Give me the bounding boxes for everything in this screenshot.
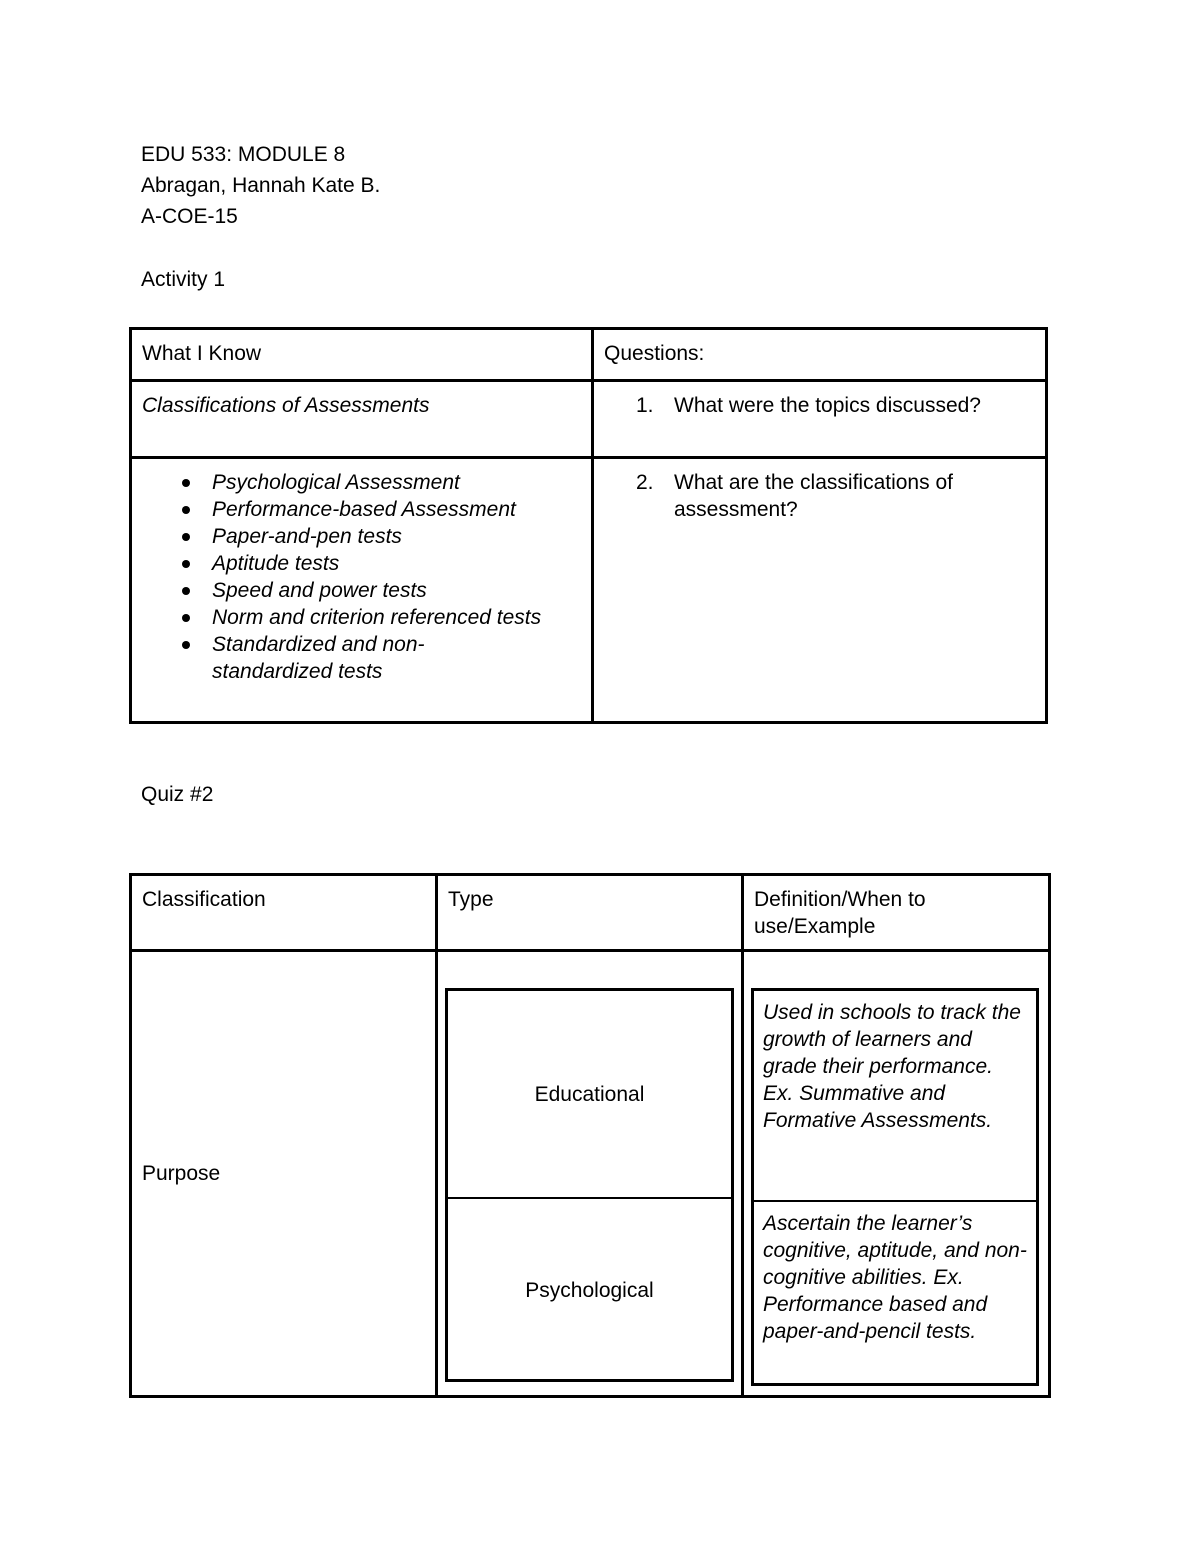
activity-heading: Activity 1 — [141, 268, 226, 291]
header-type: Type — [437, 875, 743, 951]
classification-list — [142, 469, 581, 685]
question-item — [604, 392, 1035, 419]
list-item: Speed and power tests — [212, 577, 581, 604]
course-title: EDU 533: MODULE 8 — [141, 143, 346, 166]
activity-table — [129, 327, 1048, 724]
definition-educational: Used in schools to track the growth of learners and grade their performance. Ex. Summative and Formative Assessments. — [754, 991, 1036, 1202]
type-cell — [437, 951, 743, 1397]
question-cell — [593, 381, 1047, 458]
question-cell — [593, 458, 1047, 723]
quiz-table — [129, 873, 1051, 1398]
header-questions: Questions: — [593, 329, 1047, 381]
question-text: What were the topics discussed? — [674, 394, 981, 417]
table-row — [131, 329, 1047, 381]
header-definition: Definition/When to use/Example — [743, 875, 1050, 951]
list-item: Standardized and non-standardized tests — [212, 631, 482, 685]
topic-cell: Classifications of Assessments — [131, 381, 593, 458]
header-classification: Classification — [131, 875, 437, 951]
list-item: Aptitude tests — [212, 550, 581, 577]
section-code: A-COE-15 — [141, 205, 238, 228]
header-what-i-know: What I Know — [131, 329, 593, 381]
table-row — [131, 951, 1050, 1397]
bullets-cell — [131, 458, 593, 723]
question-text: What are the classifications of assessment? — [674, 471, 953, 521]
definition-cell — [743, 951, 1050, 1397]
definition-psychological: Ascertain the learner’s cognitive, aptitude, and non-cognitive abilities. Ex. Performance based and paper-and-pencil tests. — [763, 1212, 1027, 1343]
list-item: Psychological Assessment — [212, 469, 581, 496]
question-number: 1. — [636, 394, 654, 417]
table-row — [131, 381, 1047, 458]
definition-inner-table — [751, 988, 1039, 1386]
classification-purpose: Purpose — [131, 951, 437, 1397]
list-item: Paper-and-pen tests — [212, 523, 581, 550]
list-item: Norm and criterion referenced tests — [212, 606, 542, 629]
type-inner-table — [445, 988, 734, 1382]
table-row — [131, 875, 1050, 951]
table-row — [131, 458, 1047, 723]
type-educational: Educational — [448, 991, 731, 1199]
question-item — [604, 469, 1035, 523]
list-item: Performance-based Assessment — [212, 496, 581, 523]
question-number: 2. — [636, 471, 654, 494]
quiz-heading: Quiz #2 — [141, 783, 214, 806]
type-psychological: Psychological — [525, 1278, 654, 1302]
student-name: Abragan, Hannah Kate B. — [141, 174, 381, 197]
